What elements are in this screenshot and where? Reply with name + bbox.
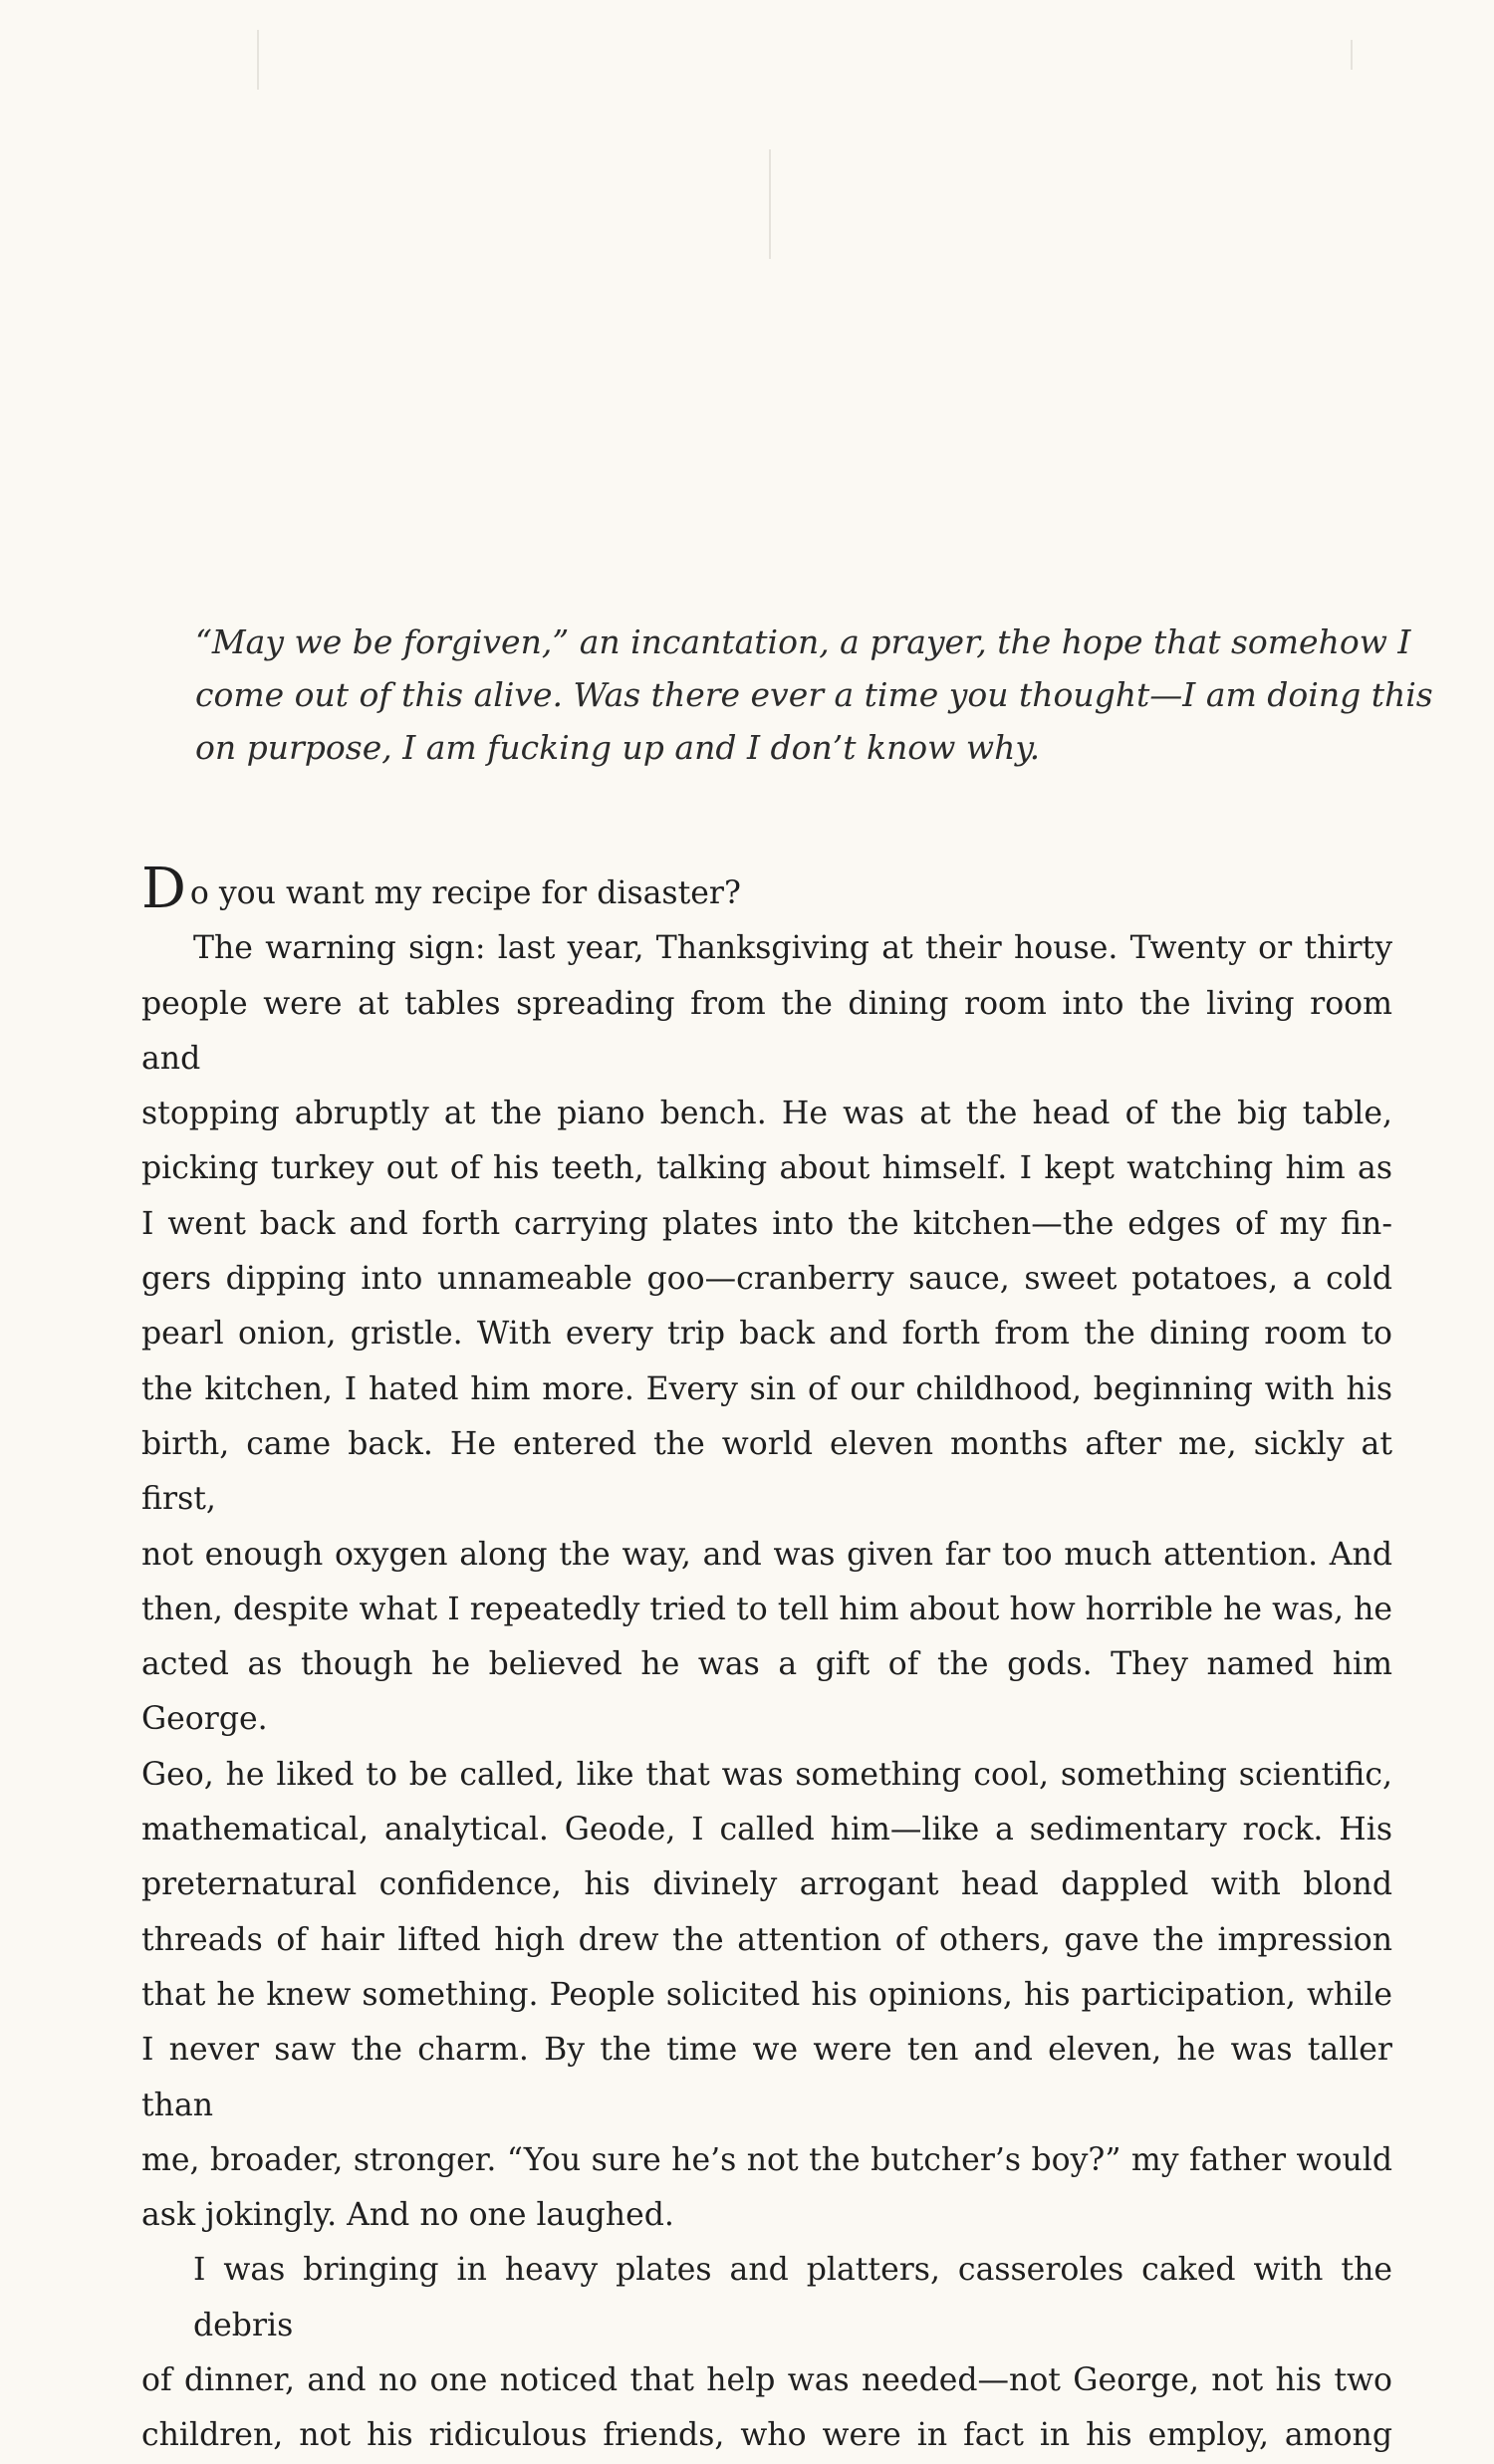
paragraph-line: threads of hair lifted high drew the attention of others, gave the impression (141, 1921, 1392, 1958)
scan-artifact-line (769, 149, 771, 259)
paragraph-line: people were at tables spreading from the dining room into the living room and (141, 985, 1392, 1077)
paragraph-line: I was bringing in heavy plates and platters, casseroles caked with the debris (193, 2252, 1392, 2343)
paragraph-line: Geo, he liked to be called, like that was something cool, something scientific, (141, 1756, 1392, 1793)
paragraph-line: ask jokingly. And no one laughed. (141, 2197, 674, 2234)
paragraph-line: pearl onion, gristle. With every trip back and forth from the dining room to (141, 1316, 1392, 1353)
paragraph-line: acted as though he believed he was a gift of the gods. They named him George. (141, 1646, 1392, 1738)
paragraph-line: mathematical, analytical. Geode, I called him—like a sedimentary rock. His (141, 1812, 1392, 1848)
body-text (141, 857, 1392, 2464)
paragraph-line: stopping abruptly at the piano bench. He was at the head of the big table, (141, 1096, 1392, 1132)
paragraph-line: me, broader, stronger. “You sure he’s not the butcher’s boy?” my father would (141, 2141, 1392, 2178)
paragraph-line: birth, came back. He entered the world eleven months after me, sickly at first, (141, 1425, 1392, 1518)
paragraph-line: of dinner, and no one noticed that help was needed—not George, not his two (141, 2362, 1392, 2399)
paragraph-line: not enough oxygen along the way, and was given far too much attention. And (141, 1536, 1392, 1573)
epigraph-line: come out of this alive. Was there ever a time you thought—I am doing this (195, 675, 1433, 714)
paragraph-line: that he knew something. People solicited his opinions, his participation, while (141, 1976, 1392, 2013)
paragraph-line: gers dipping into unnameable goo—cranberry sauce, sweet potatoes, a cold (141, 1261, 1392, 1298)
scan-artifact-line (257, 30, 259, 90)
paragraph-line: I went back and forth carrying plates into the kitchen—the edges of my fin- (141, 1205, 1392, 1242)
paragraph-line: preternatural confidence, his divinely arrogant head dappled with blond (141, 1866, 1392, 1903)
opening-line-text: o you want my recipe for disaster? (189, 875, 741, 911)
drop-cap: D (141, 857, 186, 921)
opening-line (141, 857, 1392, 921)
paragraph-line: The warning sign: last year, Thanksgiving at their house. Twenty or thirty (193, 930, 1392, 967)
paragraph-line: the kitchen, I hated him more. Every sin of our childhood, beginning with his (141, 1370, 1392, 1407)
epigraph-line: “May we be forgiven,” an incantation, a prayer, the hope that somehow I (195, 622, 1411, 661)
paragraph-line: I never saw the charm. By the time we were ten and eleven, he was taller than (141, 2032, 1392, 2123)
epigraph (195, 616, 1433, 774)
scan-artifact-line (1351, 40, 1353, 70)
paragraph-line: then, despite what I repeatedly tried to tell him about how horrible he was, he (141, 1591, 1392, 1627)
epigraph-line: on purpose, I am fucking up and I don’t know why. (195, 728, 1041, 767)
paragraph-line: children, not his ridiculous friends, who were in fact in his employ, among (141, 2417, 1392, 2454)
paragraph-line: picking turkey out of his teeth, talking about himself. I kept watching him as (141, 1150, 1392, 1187)
